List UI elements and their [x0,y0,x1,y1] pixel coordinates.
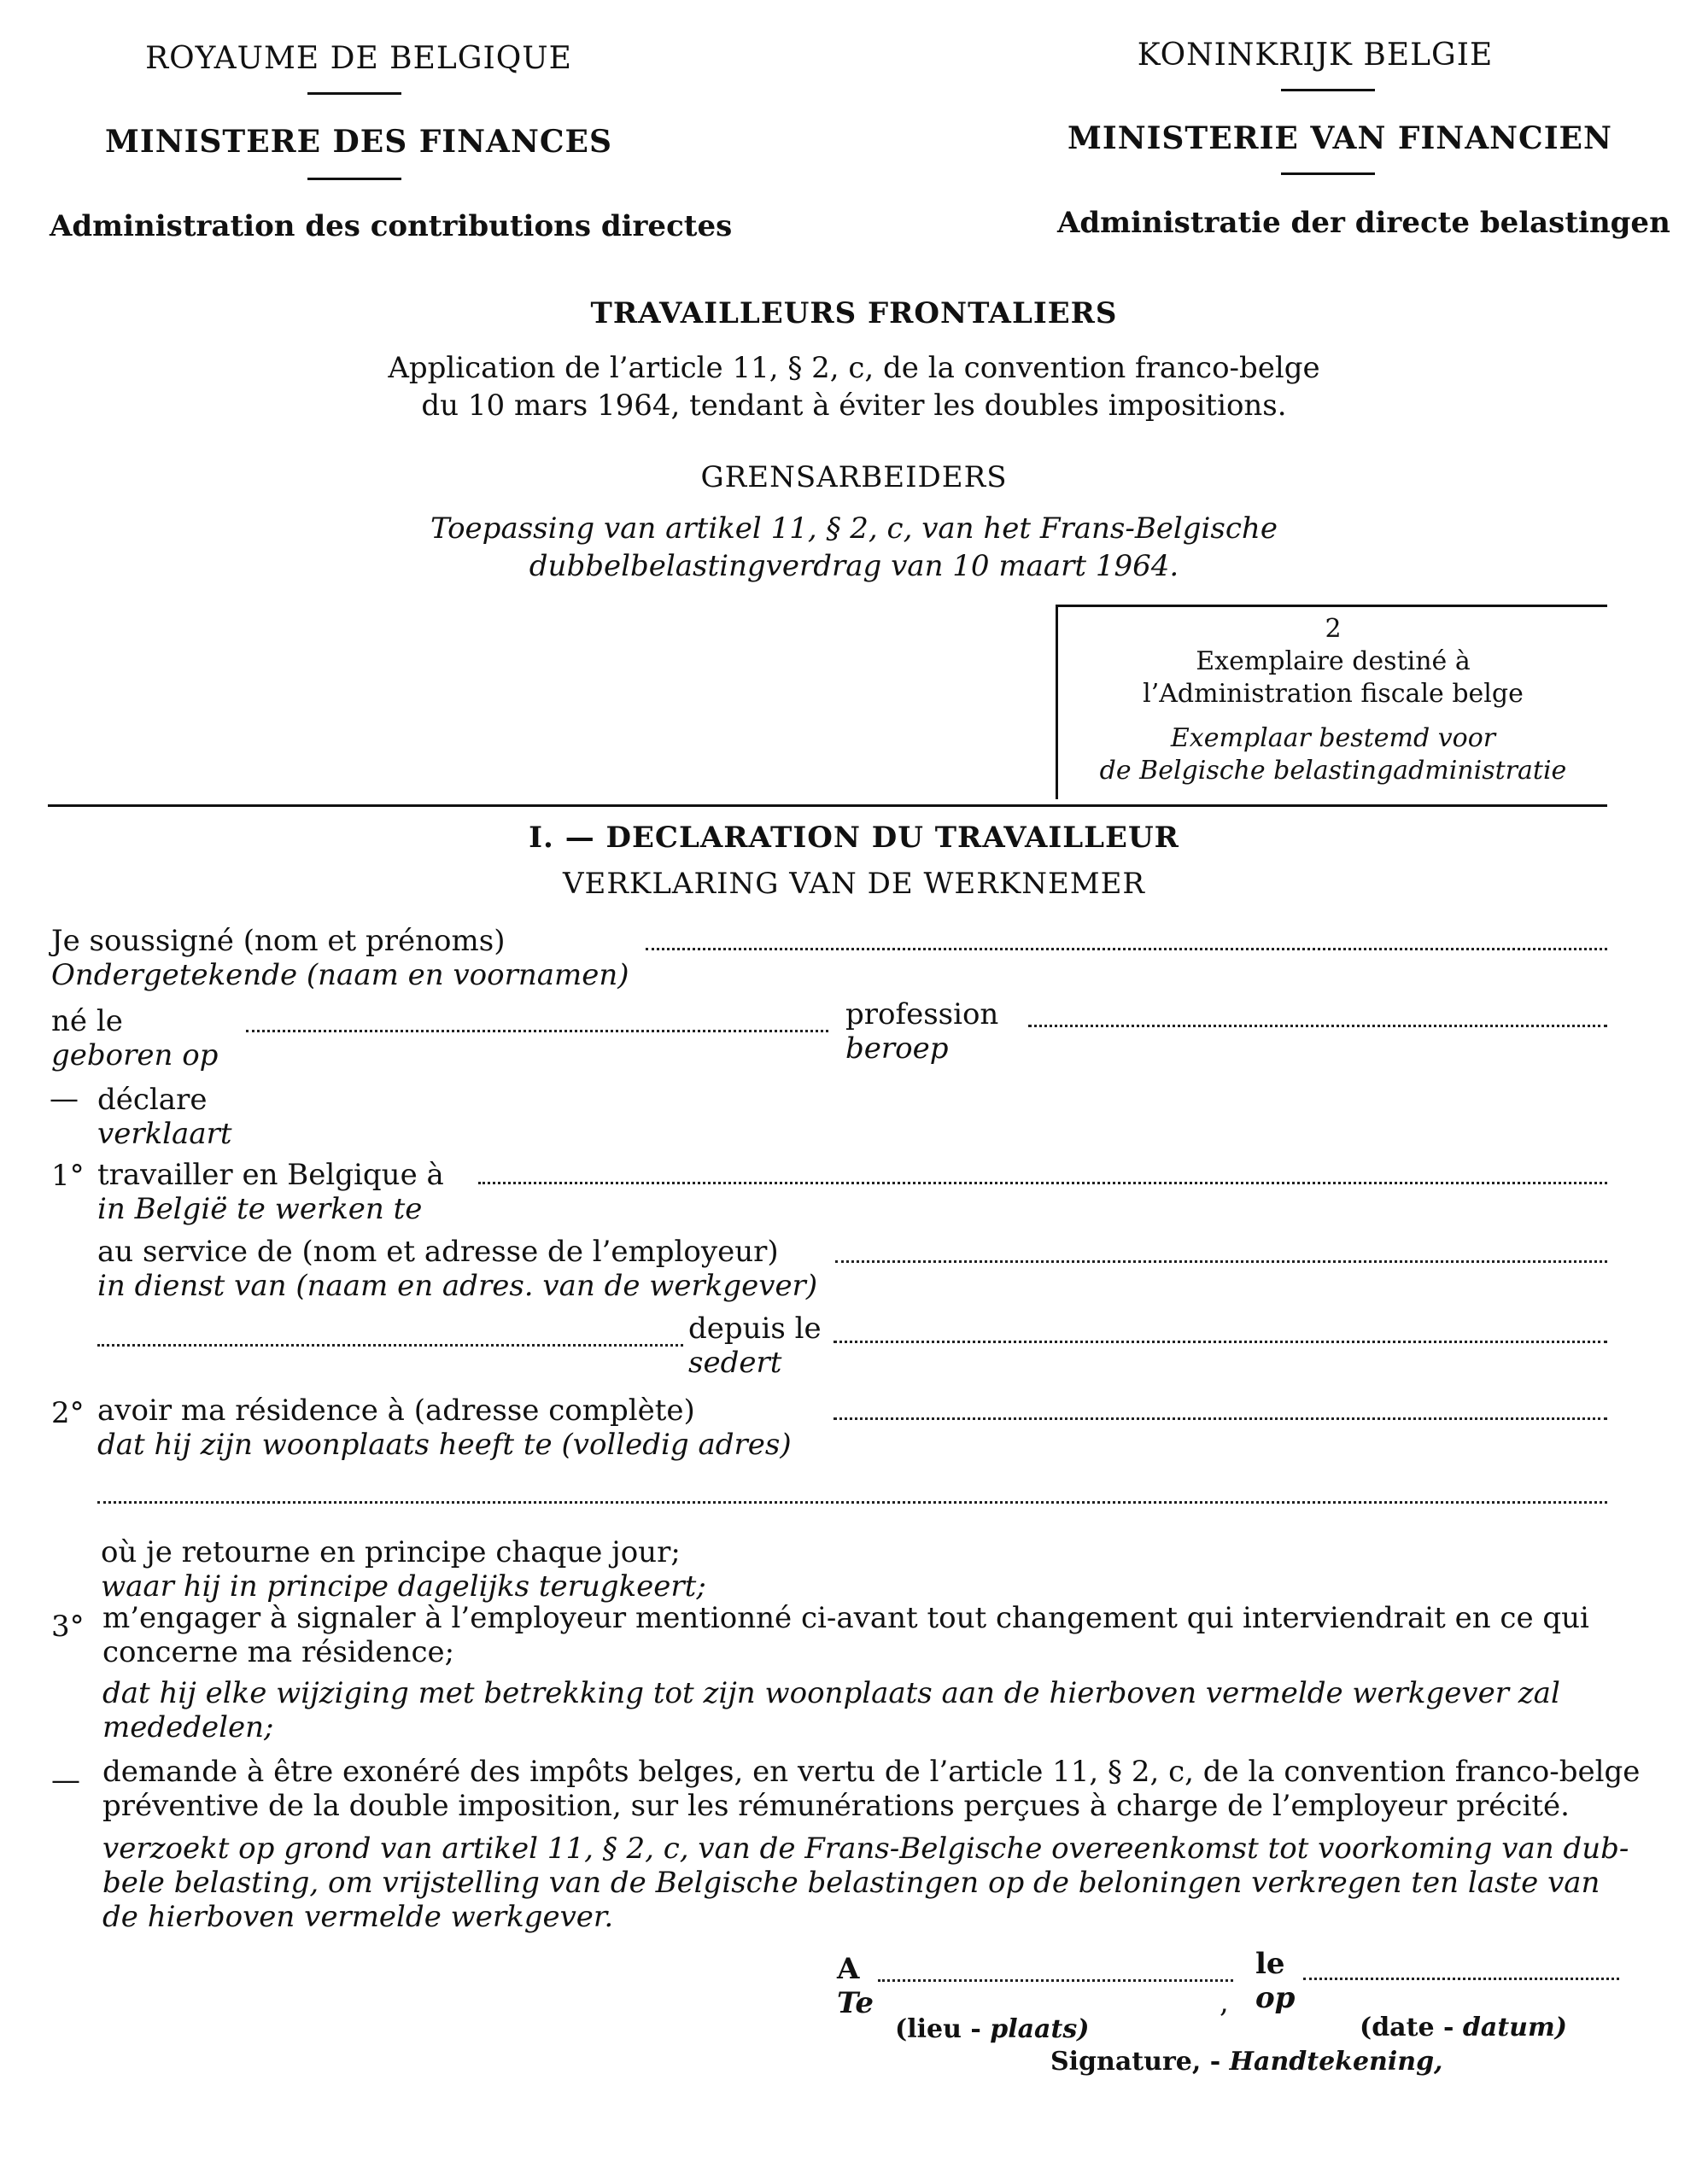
work-place-label-nl: in België te werken te [97,1192,423,1226]
employer-field[interactable] [835,1260,1607,1263]
name-field[interactable] [646,948,1607,950]
name-label [51,924,629,992]
birth-date-field[interactable] [246,1030,828,1032]
since-label-fr: depuis le [688,1312,822,1346]
place-prefix-nl: Te [837,1986,874,2020]
signature-caption [1050,2048,1443,2077]
residence-field[interactable] [834,1417,1607,1420]
residence-label-nl: dat hij zijn woonplaats heeft te (volledig adres) [97,1428,792,1462]
section-divider [48,804,1607,807]
date-prefix-nl: op [1255,1981,1296,2015]
residence-field-continued[interactable] [97,1501,1607,1504]
daily-return-text [101,1535,706,1604]
title-nl-line2: dubbelbelastingverdrag van 10 maart 1964. [529,549,1179,583]
since-date-field[interactable] [834,1341,1607,1343]
date-field[interactable] [1303,1978,1619,1980]
copy-nl-line2: de Belgische belastingadministratie [1099,756,1567,786]
title-fr-line2: du 10 mars 1964, tendant à éviter les doubles impositions. [421,389,1287,423]
commitment-nl-line2: mededelen; [102,1710,274,1744]
country-fr: ROYAUME DE BELGIQUE [145,41,572,76]
daily-return-nl: waar hij in principe dagelijks terugkeert; [101,1569,706,1604]
employer-label-fr: au service de (nom et adresse de l’employeur) [97,1235,779,1269]
header-divider [1281,89,1375,91]
place-prefix-fr: A [837,1952,860,1986]
declares-label-fr: déclare [97,1083,208,1117]
profession-field[interactable] [1028,1025,1607,1027]
header-divider [307,178,401,180]
employer-label [97,1235,817,1303]
birth-date-label-nl: geboren op [51,1038,219,1072]
residence-label-fr: avoir ma résidence à (adresse complète) [97,1394,695,1428]
birth-date-label [51,1004,218,1072]
profession-label-fr: profession [845,997,999,1031]
commitment-fr-line2: concerne ma résidence; [102,1635,455,1669]
section-title-nl: VERKLARING VAN DE WERKNEMER [562,867,1146,901]
request-fr-line2: préventive de la double imposition, sur les rémunérations perçues à charge de l’employeur précité. [102,1789,1570,1823]
header-divider [1281,172,1375,175]
item-1-number: 1° [51,1159,85,1193]
commitment-fr-line1: m’engager à signaler à l’employeur mentionné ci-avant tout changement qui interviendrait en ce qui [102,1601,1589,1635]
date-prefix-fr: le [1255,1947,1285,1981]
copy-box-left-rule [1056,605,1058,799]
copy-nl-line1: Exemplaar bestemd voor [1170,723,1496,753]
administration-nl: Administratie der directe belastingen [1057,206,1670,240]
profession-label [845,997,998,1066]
country-nl: KONINKRIJK BELGIE [1137,38,1494,73]
request-fr-line1: demande à être exonéré des impôts belges, en vertu de l’article 11, § 2, c, de la convention franco-belge [102,1755,1641,1789]
work-place-label-fr: travailler en Belgique à [97,1158,444,1192]
place-caption [895,2015,1089,2045]
title-fr-heading: TRAVAILLEURS FRONTALIERS [590,296,1118,330]
since-label [688,1312,822,1380]
request-nl-line2: bele belasting, om vrijstelling van de Belgische belastingen op de beloningen verkregen ten laste van [102,1866,1600,1900]
birth-date-label-fr: né le [51,1004,123,1038]
place-field[interactable] [878,1979,1233,1982]
profession-label-nl: beroep [845,1031,949,1066]
declares-dash: — [50,1082,79,1116]
date-caption-nl: datum) [1462,2013,1567,2042]
copy-number: 2 [1325,614,1342,644]
name-label-fr: Je soussigné (nom et prénoms) [51,924,506,958]
item-2-number: 2° [51,1396,85,1430]
title-nl-line1: Toepassing van artikel 11, § 2, c, van het Frans-Belgische [430,511,1278,546]
name-label-nl: Ondergetekende (naam en voornamen) [51,958,629,992]
date-caption [1360,2013,1567,2043]
commitment-nl-line1: dat hij elke wijziging met betrekking tot zijn woonplaats aan de hierboven vermelde werkgever zal [102,1676,1560,1710]
request-nl-line3: de hierboven vermelde werkgever. [102,1900,614,1934]
place-comma: , [1220,1985,1229,2019]
ministry-fr: MINISTERE DES FINANCES [105,124,612,160]
copy-fr-line1: Exemplaire destiné à [1196,646,1471,676]
since-label-nl: sedert [688,1346,782,1380]
daily-return-fr: où je retourne en principe chaque jour; [101,1535,681,1569]
signature-caption-nl: Handtekening, [1229,2047,1443,2077]
place-prefix [837,1952,874,2020]
request-dash: — [51,1763,80,1797]
copy-box-top-rule [1057,605,1607,607]
title-nl-heading: GRENSARBEIDERS [700,460,1008,494]
signature-caption-fr: Signature, - [1050,2047,1221,2077]
date-prefix [1255,1947,1295,2015]
header-divider [307,92,401,95]
title-fr-line1: Application de l’article 11, § 2, c, de la convention franco-belge [388,351,1320,385]
date-caption-fr: (date - [1360,2013,1454,2042]
copy-fr-line2: l’Administration fiscale belge [1143,679,1524,709]
declares-label-nl: verklaart [97,1117,232,1151]
ministry-nl: MINISTERIE VAN FINANCIEN [1068,120,1612,156]
item-3-number: 3° [51,1610,85,1644]
place-caption-fr: (lieu - [895,2014,981,2044]
declares-label [97,1083,232,1151]
work-place-field[interactable] [478,1182,1607,1184]
place-caption-nl: plaats) [990,2014,1090,2044]
request-nl-line1: verzoekt op grond van artikel 11, § 2, c, van de Frans-Belgische overeenkomst tot voorkoming van dub- [102,1832,1629,1866]
residence-label [97,1394,792,1462]
employer-field-continued[interactable] [97,1344,683,1347]
employer-label-nl: in dienst van (naam en adres. van de werkgever) [97,1269,818,1303]
work-place-label [97,1158,444,1226]
administration-fr: Administration des contributions directes [50,209,733,243]
section-title-fr: I. — DECLARATION DU TRAVAILLEUR [529,821,1179,855]
